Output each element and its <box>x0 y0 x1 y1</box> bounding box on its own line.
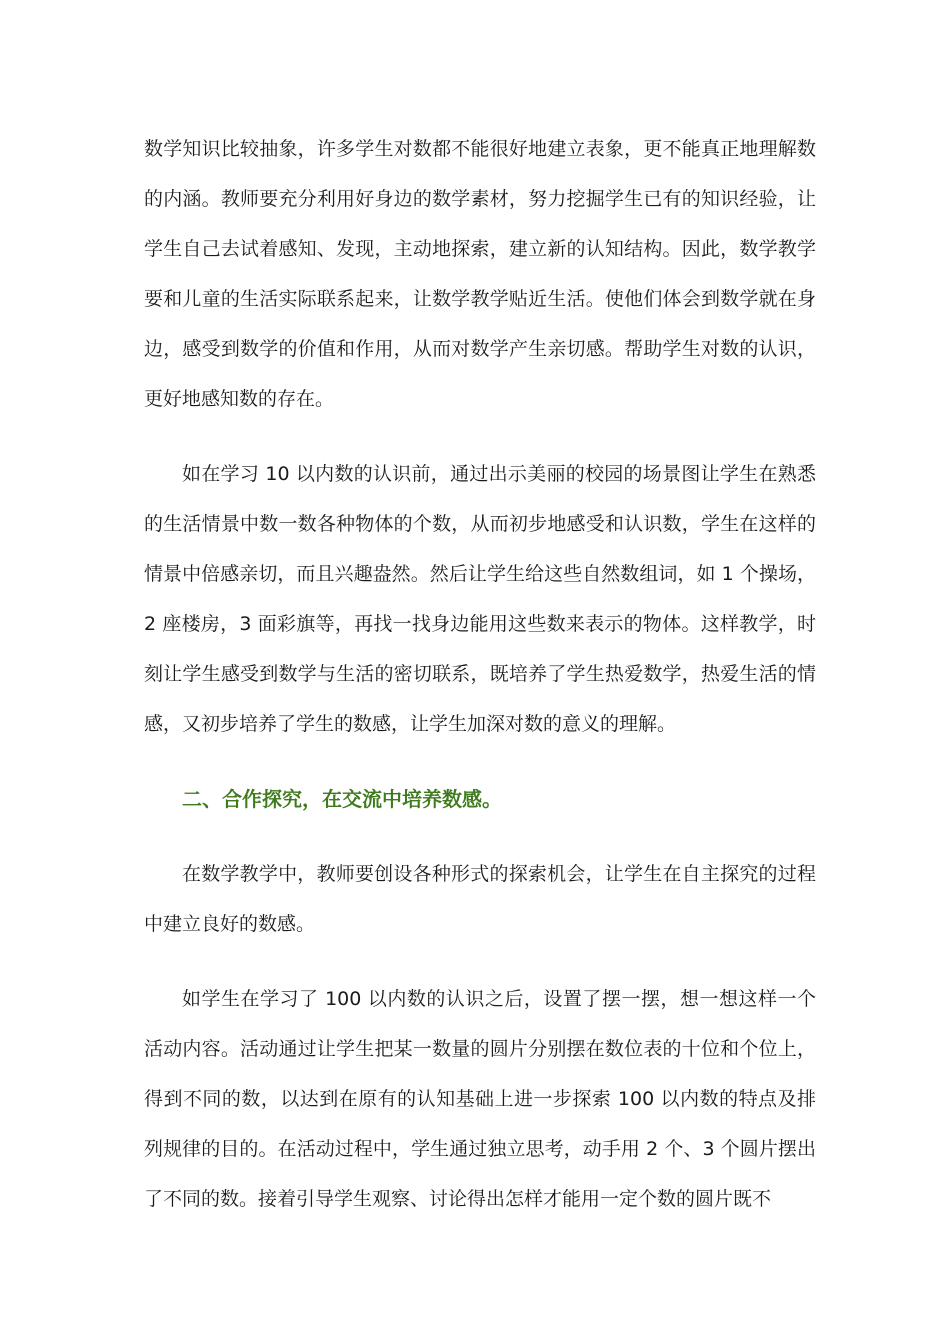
paragraph-3: 在数学教学中，教师要创设各种形式的探索机会，让学生在自主探究的过程中建立良好的数感。 <box>144 863 816 935</box>
section-heading: 二、合作探究，在交流中培养数感。 <box>182 787 502 811</box>
paragraph-4: 如学生在学习了 100 以内数的认识之后，设置了摆一摆，想一想这样一个活动内容。活动通过让学生把某一数量的圆片分别摆在数位表的十位和个位上，得到不同的数，以达到在原有的认知基础上进一步探索 100 以内数的特点及排列规律的目的。在活动过程中，学生通过独立思考，动手用 2 个、3 个圆片摆出了不同的数。接着引导学生观察、讨论得出怎样才能用一定个数的圆片既不 <box>144 988 816 1210</box>
paragraph-gap <box>144 749 816 774</box>
paragraph-1: 数学知识比较抽象，许多学生对数都不能很好地建立表象，更不能真正地理解数的内涵。教师要充分利用好身边的数学素材，努力挖掘学生已有的知识经验，让学生自己去试着感知、发现，主动地探索，建立新的认知结构。因此，数学教学要和儿童的生活实际联系起来，让数学教学贴近生活。使他们体会到数学就在身边，感受到数学的价值和作用，从而对数学产生亲切感。帮助学生对数的认识，更好地感知数的存在。 <box>144 138 816 410</box>
paragraph-gap <box>144 824 816 849</box>
document-body <box>144 124 816 1224</box>
paragraph-gap <box>144 949 816 974</box>
paragraph-gap <box>144 424 816 449</box>
paragraph-2: 如在学习 10 以内数的认识前，通过出示美丽的校园的场景图让学生在熟悉的生活情景中数一数各种物体的个数，从而初步地感受和认识数，学生在这样的情景中倍感亲切，而且兴趣盎然。然后让学生给这些自然数组词，如 1 个操场，2 座楼房，3 面彩旗等，再找一找身边能用这些数来表示的物体。这样教学，时刻让学生感受到数学与生活的密切联系，既培养了学生热爱数学，热爱生活的情感，又初步培养了学生的数感，让学生加深对数的意义的理解。 <box>144 463 816 735</box>
